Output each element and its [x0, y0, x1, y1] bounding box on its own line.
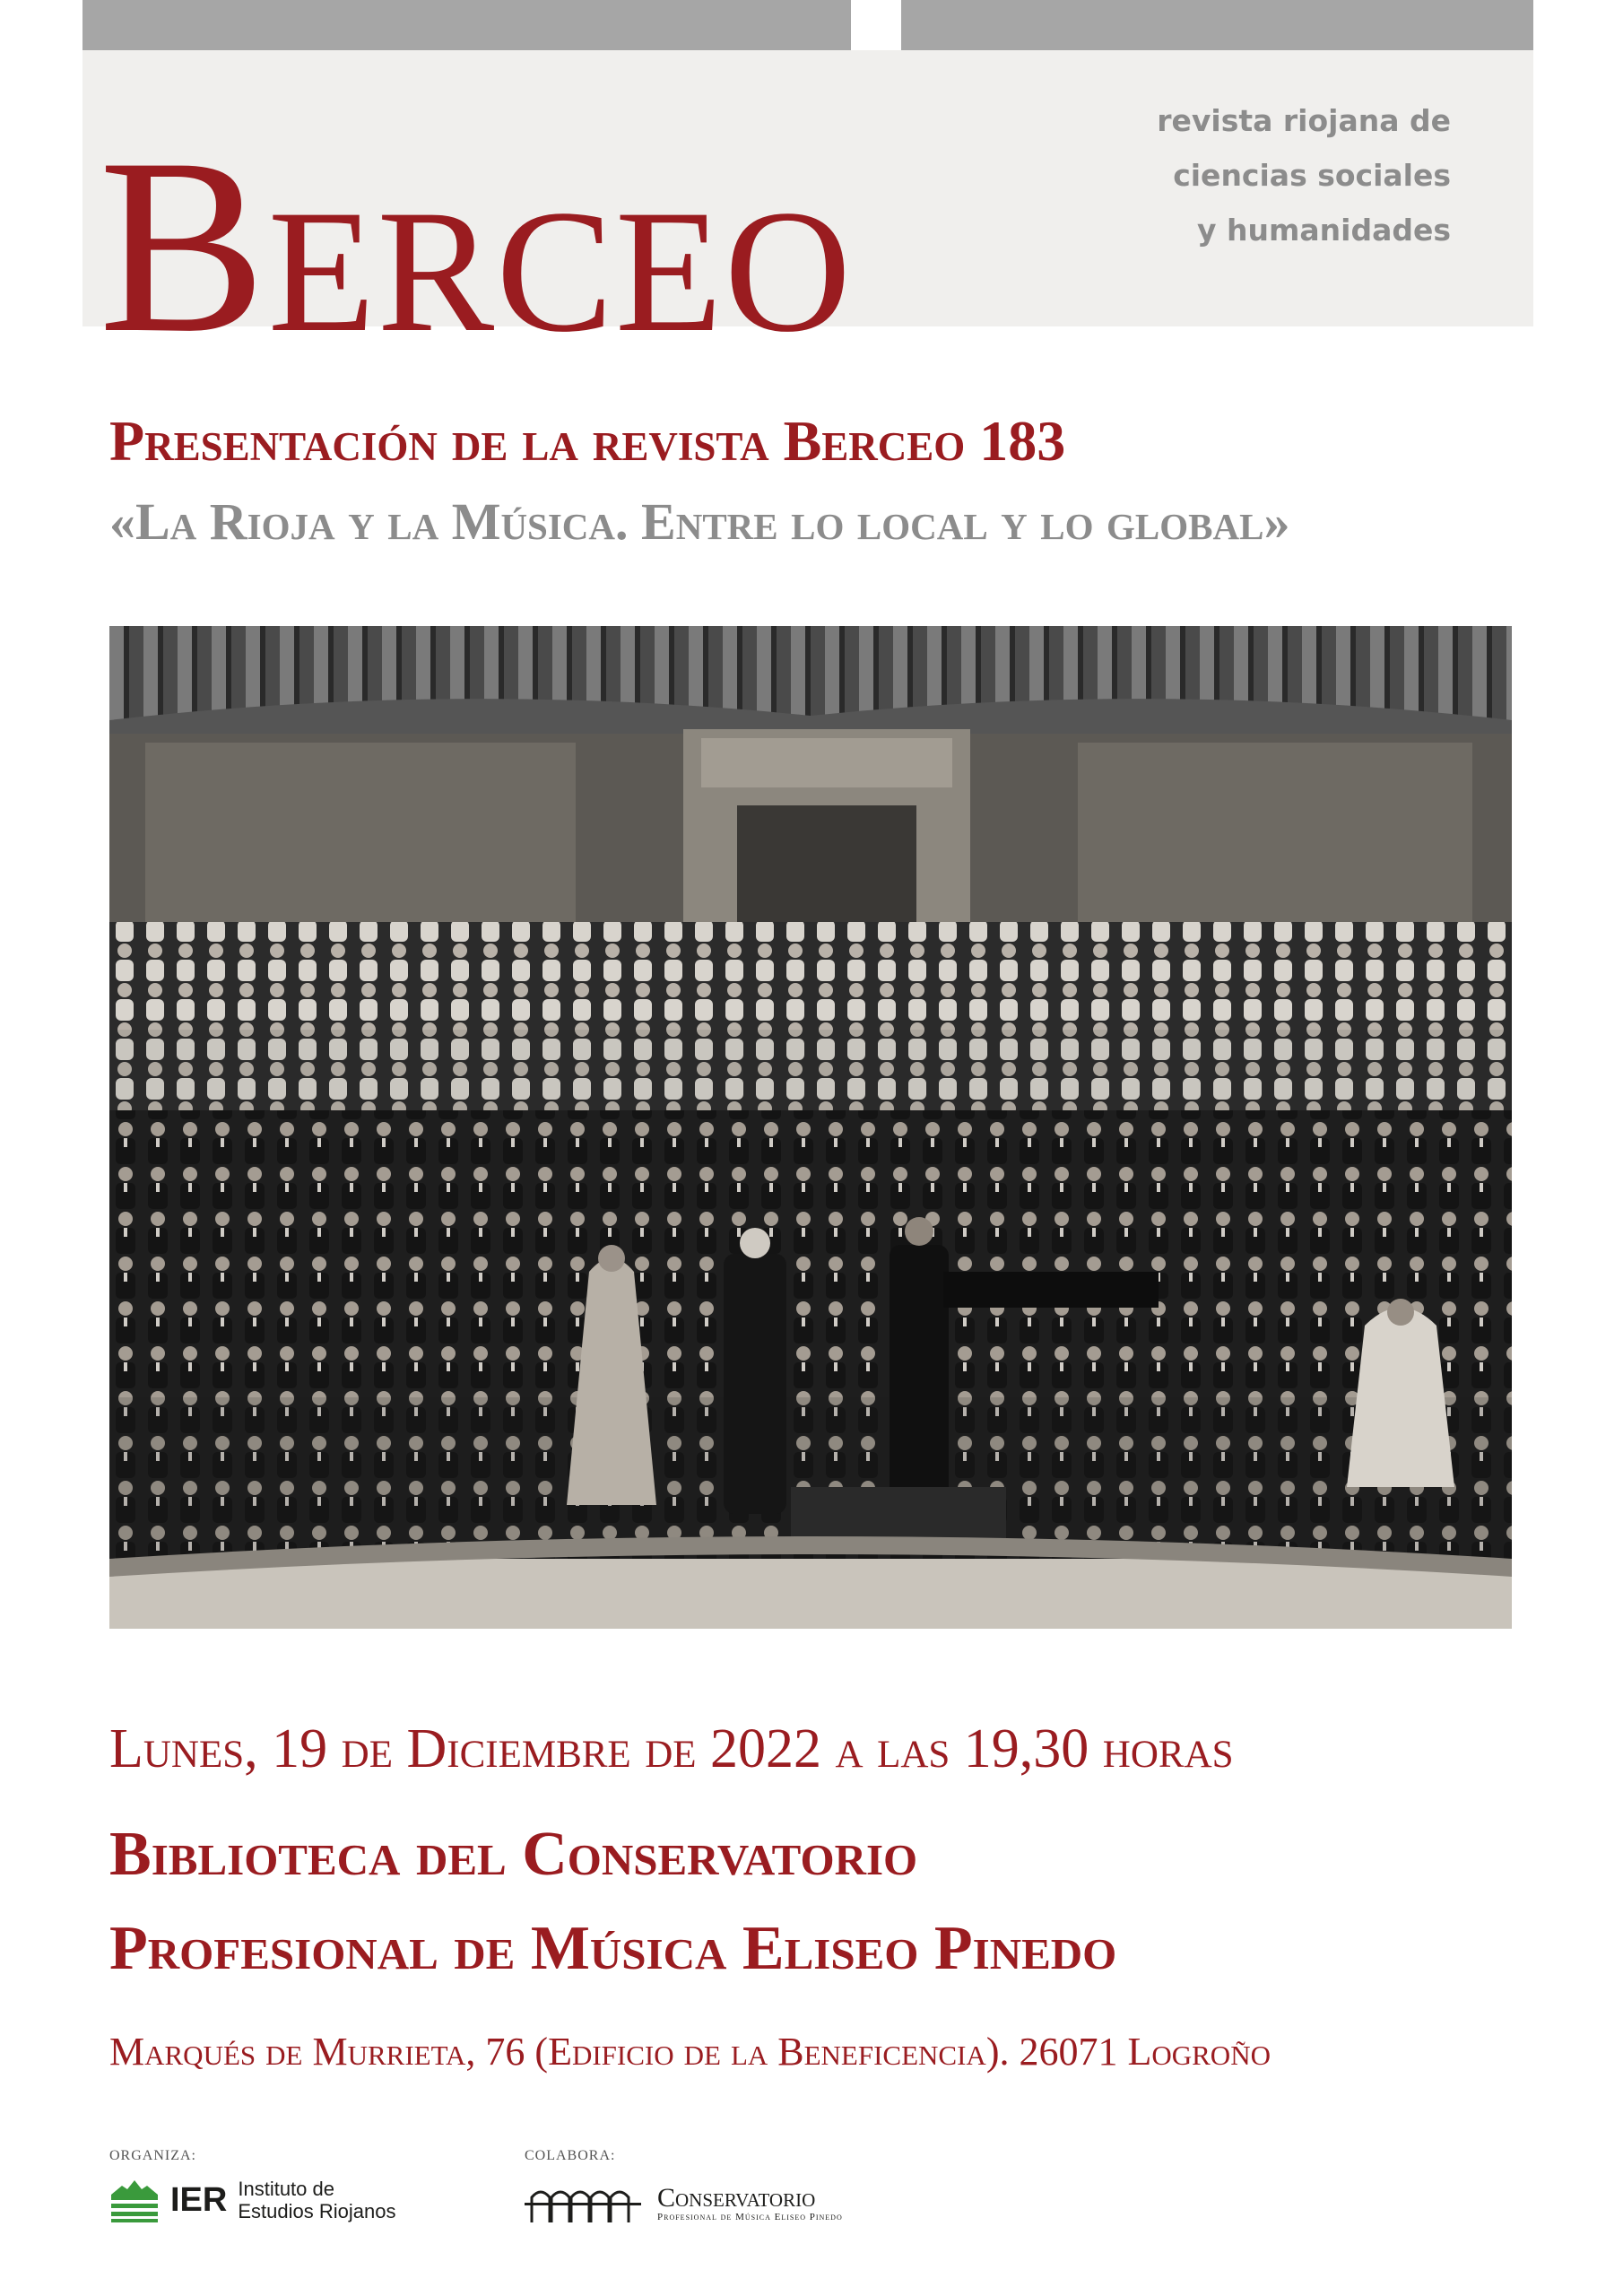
- ier-logo: [109, 2177, 395, 2223]
- event-date: Lunes, 19 de Diciembre de 2022 a las 19,30 horas: [109, 1718, 1234, 1779]
- ier-name-line-2: Estudios Riojanos: [238, 2200, 396, 2222]
- tagline-line-1: revista riojana de: [1157, 103, 1451, 138]
- event-title: Presentación de la revista Berceo 183: [109, 409, 1066, 473]
- ier-abbr: IER: [170, 2180, 228, 2219]
- conservatorio-main: Conservatorio: [657, 2183, 816, 2213]
- organiza-label: ORGANIZA:: [109, 2148, 196, 2163]
- tagline-line-3: y humanidades: [1197, 213, 1451, 248]
- conservatorio-logo: [525, 2181, 843, 2226]
- venue-line-2: Profesional de Música Eliseo Pinedo: [109, 1914, 1117, 1983]
- event-address: Marqués de Murrieta, 76 (Edificio de la Beneficencia). 26071 Logroño: [109, 2030, 1271, 2074]
- photo-illustration: [109, 626, 1512, 1629]
- colabora-label: COLABORA:: [525, 2148, 616, 2163]
- conservatorio-name: [657, 2185, 843, 2222]
- masthead-tagline: [1074, 93, 1451, 257]
- conservatorio-sub: Profesional de Música Eliseo Pinedo: [657, 2212, 843, 2222]
- top-bar-right: [901, 0, 1533, 50]
- ier-name-line-1: Instituto de: [238, 2178, 334, 2200]
- tagline-line-2: ciencias sociales: [1173, 158, 1451, 193]
- event-venue: [109, 1807, 1116, 1996]
- historic-photo: [109, 626, 1512, 1629]
- ier-name: [238, 2178, 395, 2222]
- event-subtitle: «La Rioja y la Música. Entre lo local y lo global»: [109, 492, 1290, 551]
- ier-emblem-icon: [109, 2177, 160, 2223]
- masthead-title: Berceo: [99, 106, 854, 385]
- venue-line-1: Biblioteca del Conservatorio: [109, 1820, 918, 1889]
- conservatorio-arches-icon: [525, 2181, 641, 2226]
- masthead: [82, 50, 1533, 385]
- top-bar-left: [82, 0, 851, 50]
